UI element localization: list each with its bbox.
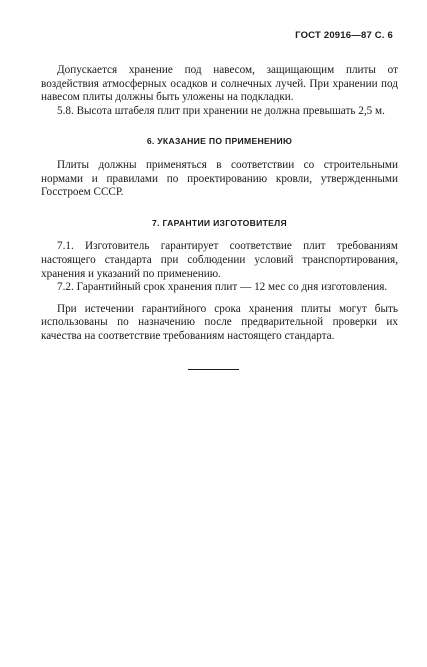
spacer (41, 149, 398, 159)
document-body (41, 64, 398, 344)
page-header: ГОСТ 20916—87 С. 6 (295, 30, 393, 41)
paragraph-section-6: Плиты должны применяться в соответствии со строительными нормами и правилами по проектированию кровли, утвержденными Госстроем СССР. (41, 158, 398, 199)
paragraph-7-2: 7.2. Гарантийный срок хранения плит — 12 мес со дня изготовления. (57, 281, 388, 294)
spacer (41, 295, 398, 303)
spacer (41, 118, 398, 135)
paragraph-storage-canopy: Допускается хранение под навесом, защищающим плиты от воздействия атмосферных осадков и солнечных лучей. При хранении под навесом плиты должны быть уложены на подкладки. (41, 64, 398, 104)
paragraph-7-1: 7.1. Изготовитель гарантирует соответствие плит требованиям настоящего стандарта при соблюдении условий транспортирования, хранения и указаний по применению. (41, 240, 398, 280)
paragraph-5-8: 5.8. Высота штабеля плит при хранении не должна превышать 2,5 м. (57, 104, 385, 117)
paragraph-warranty-expiry: При истечении гарантийного срока хранения плиты могут быть использованы по назначению после предварительной проверки их качества на соответствие требованиям настоящего стандарта. (41, 302, 398, 342)
spacer (41, 230, 398, 240)
spacer (41, 200, 398, 217)
section-7-heading: 7. ГАРАНТИИ ИЗГОТОВИТЕЛЯ (152, 217, 287, 228)
section-6-heading: 6. УКАЗАНИЕ ПО ПРИМЕНЕНИЮ (146, 136, 293, 147)
end-divider (188, 369, 239, 370)
